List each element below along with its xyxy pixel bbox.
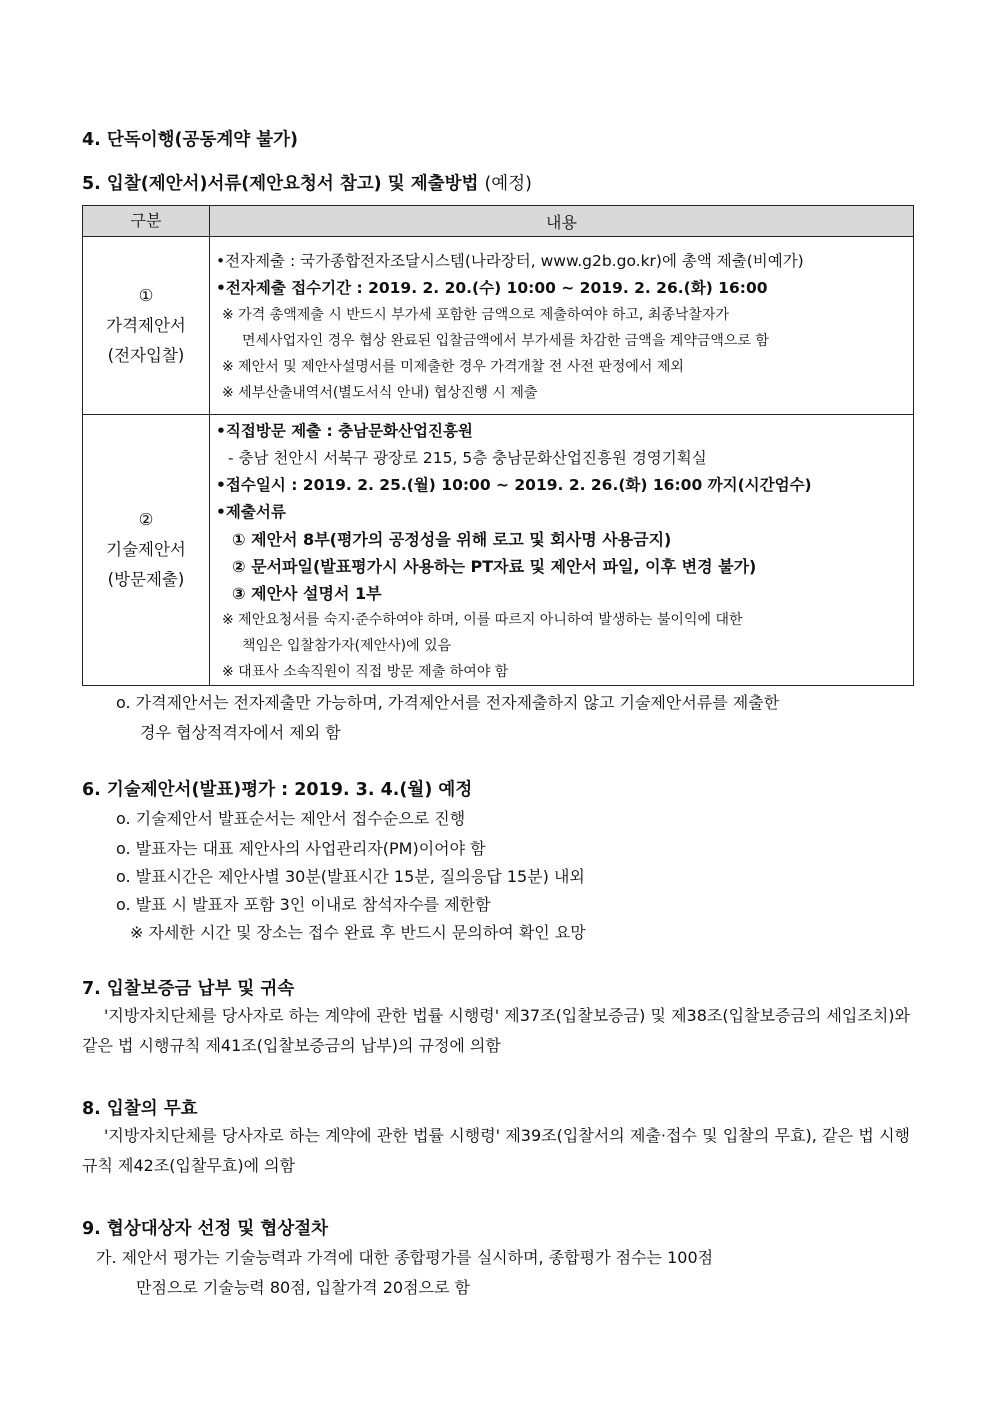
category-cell [83, 415, 210, 686]
document-item: ③ 제안사 설명서 1부 [232, 584, 382, 603]
category-label: 기술제안서 [106, 540, 186, 559]
list-item: o. 발표자는 대표 제안사의 사업관리자(PM)이어야 함 [116, 839, 486, 858]
note-item: ※ 자세한 시간 및 장소는 접수 완료 후 반드시 문의하여 확인 요망 [130, 923, 586, 942]
content-line: •전자제출 접수기간 : 2019. 2. 20.(수) 10:00 ~ 2019. 2. 26.(화) 16:00 [216, 279, 768, 297]
header-content: 내용 [210, 206, 914, 237]
list-item-continued: 만점으로 기술능력 80점, 입찰가격 20점으로 함 [136, 1278, 470, 1297]
note-line: ※ 대표사 소속직원이 직접 방문 제출 하여야 함 [222, 664, 509, 680]
table-row-price-proposal [83, 237, 914, 415]
row-number: ① [138, 285, 154, 305]
table-footnote-line: 경우 협상적격자에서 제외 함 [140, 723, 341, 742]
section-9-heading: 9. 협상대상자 선정 및 협상절차 [82, 1219, 329, 1239]
section-7-paragraph: '지방자치단체를 당사자로 하는 계약에 관한 법률 시행령' 제37조(입찰보증금) 및 제38조(입찰보증금의 세입조치)와 같은 법 시행규칙 제41조(입찰보증금의 납부)의 규정에 의함 [82, 1006, 910, 1055]
note-line: ※ 세부산출내역서(별도서식 안내) 협상진행 시 제출 [222, 385, 538, 401]
header-category: 구분 [83, 206, 210, 237]
category-cell [83, 237, 210, 415]
list-item: 가. 제안서 평가는 기술능력과 가격에 대한 종합평가를 실시하며, 종합평가 점수는 100점 [96, 1248, 714, 1267]
note-line: ※ 제안요청서를 숙지·준수하여야 하며, 이를 따르지 아니하여 발생하는 불이익에 대한 [222, 612, 743, 628]
document-item: ① 제안서 8부(평가의 공정성을 위해 로고 및 회사명 사용금지) [232, 530, 672, 549]
category-sublabel: (방문제출) [107, 570, 185, 589]
table-footnote-line: o. 가격제안서는 전자제출만 가능하며, 가격제안서를 전자제출하지 않고 기술제안서류를 제출한 [116, 693, 780, 712]
content-line: •전자제출 : 국가종합전자조달시스템(나라장터, www.g2b.go.kr)에 총액 제출(비예가) [216, 252, 804, 270]
category-sublabel: (전자입찰) [107, 345, 185, 365]
list-item: o. 발표시간은 제안사별 30분(발표시간 15분, 질의응답 15분) 내외 [116, 867, 585, 886]
section-7-heading: 7. 입찰보증금 납부 및 귀속 [82, 979, 295, 999]
list-item: o. 기술제안서 발표순서는 제안서 접수순으로 진행 [116, 809, 466, 828]
section-4-heading: 4. 단독이행(공동계약 불가) [82, 130, 299, 150]
document-item: ② 문서파일(발표평가시 사용하는 PT자료 및 제안서 파일, 이후 변경 불가) [232, 557, 757, 576]
row-number: ② [138, 510, 154, 529]
section-8-body [82, 1121, 910, 1181]
submission-table [82, 205, 914, 686]
note-line: ※ 가격 총액제출 시 반드시 부가세 포함한 금액으로 제출하여야 하고, 최종낙찰자가 [222, 307, 729, 323]
section-5-heading [82, 170, 532, 195]
content-line: - 충남 천안시 서북구 광장로 215, 5층 충남문화산업진흥원 경영기획실 [228, 449, 707, 467]
section-5-title: 5. 입찰(제안서)서류(제안요청서 참고) 및 제출방법 [82, 174, 479, 194]
table-row-technical-proposal [83, 415, 914, 686]
list-item: o. 발표 시 발표자 포함 3인 이내로 참석자수를 제한함 [116, 895, 491, 914]
content-cell [210, 415, 914, 686]
content-cell [210, 237, 914, 415]
section-5-suffix: (예정) [484, 174, 532, 194]
section-8-heading: 8. 입찰의 무효 [82, 1099, 198, 1119]
note-line: 면세사업자인 경우 협상 완료된 입찰금액에서 부가세를 차감한 금액을 계약금액으로 함 [242, 333, 769, 349]
content-line: •접수일시 : 2019. 2. 25.(월) 10:00 ~ 2019. 2. 26.(화) 16:00 까지(시간엄수) [216, 476, 812, 494]
content-line: •제출서류 [216, 503, 286, 521]
note-line: 책임은 입찰참가자(제안사)에 있음 [242, 638, 452, 654]
category-label: 가격제안서 [106, 315, 186, 335]
section-7-body [82, 1001, 910, 1061]
table-header-row [83, 206, 914, 237]
content-line: •직접방문 제출 : 충남문화산업진흥원 [216, 422, 473, 440]
section-8-paragraph: '지방자치단체를 당사자로 하는 계약에 관한 법률 시행령' 제39조(입찰서의 제출·접수 및 입찰의 무효), 같은 법 시행규칙 제42조(입찰무효)에 의함 [82, 1126, 910, 1175]
note-line: ※ 제안서 및 제안사설명서를 미제출한 경우 가격개찰 전 사전 판정에서 제외 [222, 359, 684, 375]
section-6-heading: 6. 기술제안서(발표)평가 : 2019. 3. 4.(월) 예정 [82, 780, 473, 800]
